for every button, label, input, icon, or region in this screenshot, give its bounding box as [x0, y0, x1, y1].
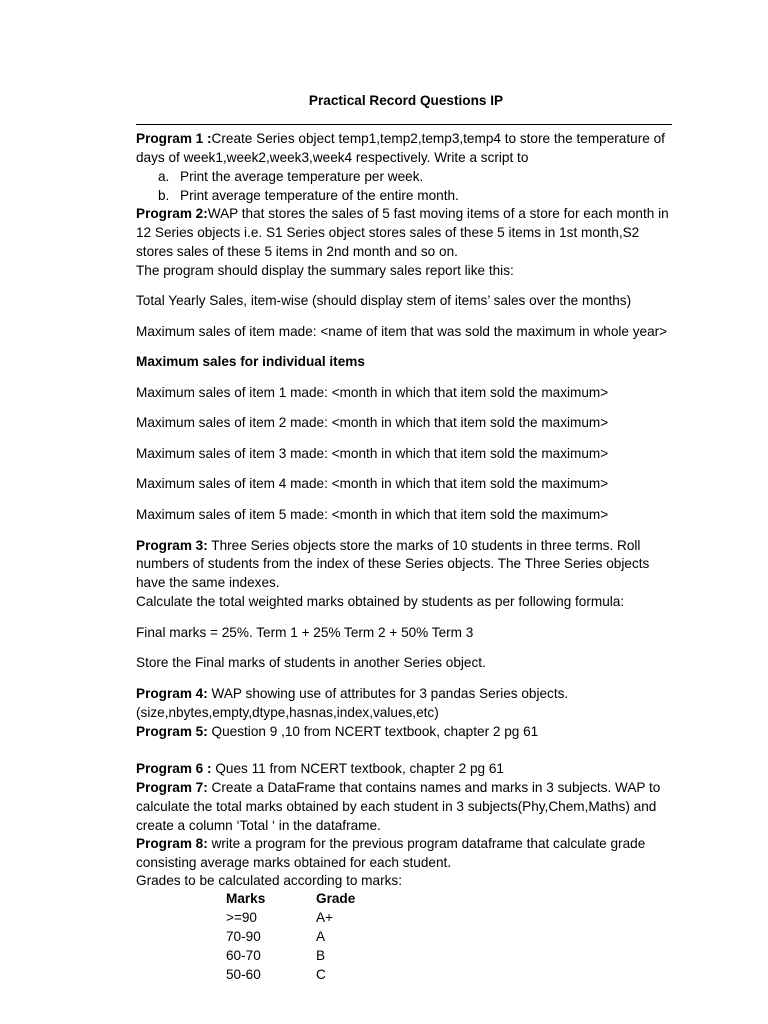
program-1-text: Create Series object temp1,temp2,temp3,temp4 to store the temperature of	[211, 131, 665, 146]
program-6-text: Ques 11 from NCERT textbook, chapter 2 pg 61	[211, 761, 504, 776]
program-3-label: Program 3:	[136, 538, 208, 553]
program-8-label: Program 8:	[136, 836, 208, 851]
maximum-sales-line: Maximum sales of item made: <name of item that was sold the maximum in whole year>	[136, 324, 668, 339]
program-1-line-2: days of week1,week2,week3,week4 respectively. Write a script to	[136, 150, 529, 165]
marks-cell: 70-90	[226, 929, 261, 944]
grade-cell: C	[316, 967, 326, 982]
program-3-line-3: have the same indexes.	[136, 575, 280, 590]
program-3-line-1	[136, 537, 640, 556]
item-max-line: Maximum sales of item 1 made: <month in which that item sold the maximum>	[136, 385, 609, 400]
program-4-line-1	[136, 685, 568, 704]
formula-line: Final marks = 25%. Term 1 + 25% Term 2 + 50% Term 3	[136, 625, 474, 640]
marks-cell: 50-60	[226, 967, 261, 982]
program-5-line	[136, 723, 538, 742]
individual-items-heading: Maximum sales for individual items	[136, 354, 365, 369]
program-8-text: write a program for the previous program dataframe that calculate grade	[207, 836, 646, 851]
item-max-line: Maximum sales of item 2 made: <month in which that item sold the maximum>	[136, 415, 609, 430]
program-4-label: Program 4:	[136, 686, 208, 701]
program-3-line-4: Calculate the total weighted marks obtained by students as per following formula:	[136, 594, 625, 609]
program-8-line-3: Grades to be calculated according to marks:	[136, 873, 402, 888]
program-5-label: Program 5:	[136, 724, 208, 739]
title-underline	[136, 124, 672, 125]
grade-header: Grade	[316, 891, 356, 906]
item-max-line: Maximum sales of item 4 made: <month in which that item sold the maximum>	[136, 476, 609, 491]
program-2-line-1	[136, 205, 669, 224]
store-line: Store the Final marks of students in another Series object.	[136, 655, 486, 670]
program-7-line-3: create a column ‘Total ‘ in the dataframe.	[136, 818, 381, 833]
program-7-text: Create a DataFrame that contains names and marks in 3 subjects. WAP to	[207, 780, 661, 795]
item-max-line: Maximum sales of item 3 made: <month in which that item sold the maximum>	[136, 446, 609, 461]
program-8-line-2: consisting average marks obtained for each student.	[136, 855, 452, 870]
program-7-label: Program 7:	[136, 780, 208, 795]
program-4-line-2: (size,nbytes,empty,dtype,hasnas,index,values,etc)	[136, 705, 439, 720]
program-3-line-2: numbers of students from the index of these Series objects. The Three Series objects	[136, 556, 650, 571]
marks-header: Marks	[226, 891, 266, 906]
program-5-text: Question 9 ,10 from NCERT textbook, chapter 2 pg 61	[207, 724, 539, 739]
program-2-line-4: The program should display the summary sales report like this:	[136, 263, 514, 278]
list-marker: b.	[158, 188, 170, 203]
list-item-text: Print average temperature of the entire month.	[180, 188, 459, 203]
list-marker: a.	[158, 169, 170, 184]
program-2-line-3: stores sales of these 5 items in 2nd month and so on.	[136, 244, 458, 259]
total-yearly-sales-line: Total Yearly Sales, item-wise (should display stem of items’ sales over the months)	[136, 293, 632, 308]
marks-cell: 60-70	[226, 948, 261, 963]
program-2-line-2: 12 Series objects i.e. S1 Series object stores sales of these 5 items in 1st month,S2	[136, 225, 640, 240]
program-1-label: Program 1 :	[136, 131, 212, 146]
grade-cell: A+	[316, 910, 334, 925]
program-4-text: WAP showing use of attributes for 3 pandas Series objects.	[207, 686, 569, 701]
program-2-text: WAP that stores the sales of 5 fast moving items of a store for each month in	[207, 206, 669, 221]
program-7-line-1	[136, 779, 660, 798]
list-item-text: Print the average temperature per week.	[180, 169, 424, 184]
program-6-line	[136, 760, 504, 779]
grade-cell: A	[316, 929, 326, 944]
program-8-line-1	[136, 835, 645, 854]
program-2-label: Program 2:	[136, 206, 208, 221]
program-3-text: Three Series objects store the marks of 10 students in three terms. Roll	[207, 538, 641, 553]
item-max-line: Maximum sales of item 5 made: <month in which that item sold the maximum>	[136, 507, 609, 522]
grade-cell: B	[316, 948, 326, 963]
marks-cell: >=90	[226, 910, 257, 925]
page-title: Practical Record Questions IP	[308, 93, 504, 108]
program-7-line-2: calculate the total marks obtained by each student in 3 subjects(Phy,Chem,Maths) and	[136, 799, 657, 814]
program-6-label: Program 6 :	[136, 761, 212, 776]
program-1-line-1	[136, 130, 665, 149]
